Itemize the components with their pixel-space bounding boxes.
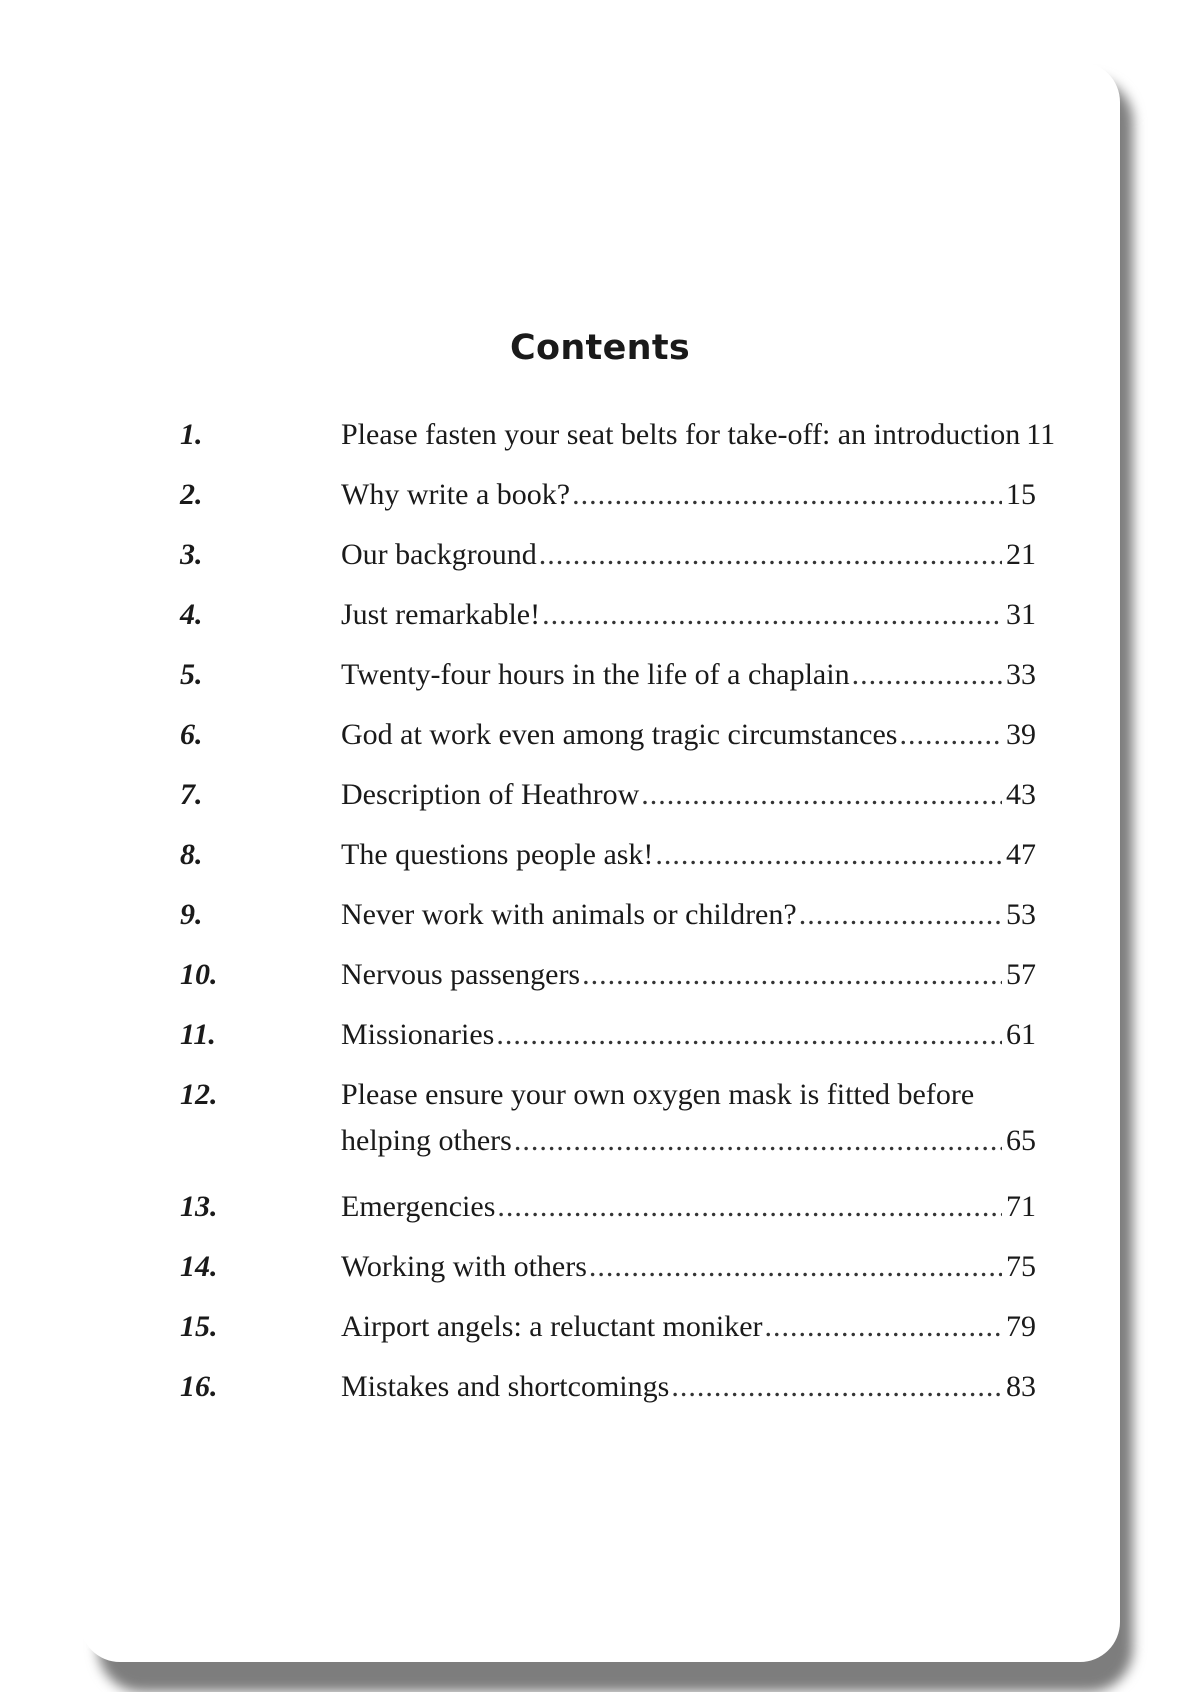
dot-leader (539, 538, 1002, 572)
entry-page: 15 (1006, 478, 1036, 511)
entry-number: 1. (180, 418, 203, 451)
entry-title: God at work even among tragic circumstances (341, 718, 898, 751)
entry-title: Our background (341, 538, 537, 571)
dot-leader (542, 598, 1002, 632)
entry-title: Emergencies (341, 1190, 496, 1223)
entry-number: 16. (180, 1370, 218, 1403)
dot-leader (514, 1124, 1002, 1158)
entry-number: 7. (180, 778, 203, 811)
entry-title: Description of Heathrow (341, 778, 640, 811)
entry-title: Please fasten your seat belts for take-off: an introduction (341, 418, 1021, 451)
entry-number: 8. (180, 838, 203, 871)
entry-page: 57 (1006, 958, 1036, 991)
entry-title: Nervous passengers (341, 958, 581, 991)
entry-number: 12. (180, 1078, 218, 1111)
entry-page: 47 (1006, 838, 1036, 871)
entry-page: 79 (1006, 1310, 1036, 1343)
dot-leader (572, 478, 1002, 512)
dot-leader (589, 1250, 1002, 1284)
page-title: Contents (510, 328, 690, 368)
entry-page: 31 (1006, 598, 1036, 631)
dot-leader (641, 778, 1002, 812)
entry-number: 15. (180, 1310, 218, 1343)
dot-leader (671, 1370, 1002, 1404)
entry-number: 11. (180, 1018, 216, 1051)
entry-number: 13. (180, 1190, 218, 1223)
entry-page: 33 (1006, 658, 1036, 691)
entry-page: 71 (1006, 1190, 1036, 1223)
entry-page: 43 (1006, 778, 1036, 811)
entry-number: 3. (180, 538, 203, 571)
entry-page: 53 (1006, 898, 1036, 931)
entry-number: 9. (180, 898, 203, 931)
entry-title: Why write a book? (341, 478, 571, 511)
entry-title: Just remarkable! (341, 598, 541, 631)
entry-number: 6. (180, 718, 203, 751)
entry-number: 14. (180, 1250, 218, 1283)
entry-number: 4. (180, 598, 203, 631)
entry-title: The questions people ask! (341, 838, 654, 871)
entry-page: 65 (1006, 1124, 1036, 1157)
dot-leader (497, 1190, 1002, 1224)
dot-leader (582, 958, 1002, 992)
dot-leader (496, 1018, 1002, 1052)
dot-leader (765, 1310, 1002, 1344)
dot-leader (852, 658, 1002, 692)
entry-page: 75 (1006, 1250, 1036, 1283)
entry-title: Never work with animals or children? (341, 898, 797, 931)
entry-title: Twenty-four hours in the life of a chaplain (341, 658, 850, 691)
book-page (80, 62, 1120, 1662)
entry-number: 5. (180, 658, 203, 691)
dot-leader (799, 898, 1002, 932)
entry-title: Working with others (341, 1250, 587, 1283)
entry-page: 39 (1006, 718, 1036, 751)
entry-number: 2. (180, 478, 203, 511)
entry-number: 10. (180, 958, 218, 991)
entry-title-line1: Please ensure your own oxygen mask is fitted before (341, 1078, 975, 1111)
dot-leader (899, 718, 1002, 752)
entry-title: Missionaries (341, 1018, 495, 1051)
entry-page: 11 (1026, 418, 1056, 451)
entry-page: 21 (1006, 538, 1036, 571)
entry-page: 61 (1006, 1018, 1036, 1051)
entry-page: 83 (1006, 1370, 1036, 1403)
dot-leader (655, 838, 1002, 872)
entry-title: Mistakes and shortcomings (341, 1370, 670, 1403)
entry-title: Airport angels: a reluctant moniker (341, 1310, 763, 1343)
entry-title: helping others (341, 1124, 512, 1157)
